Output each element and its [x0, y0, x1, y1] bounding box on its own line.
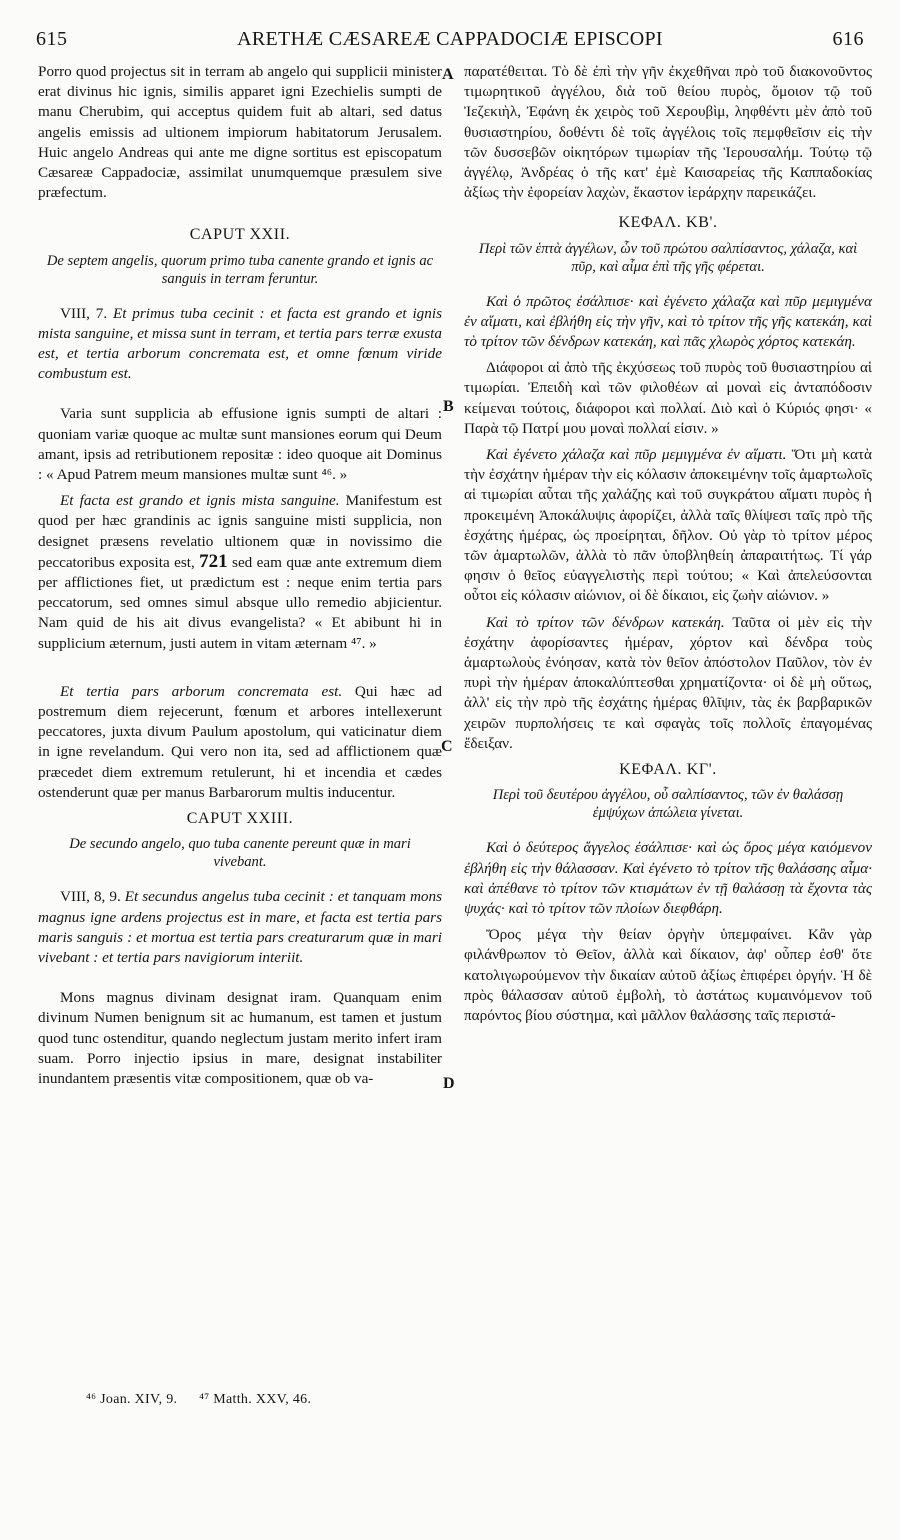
commentary-text: Manifestum est quod per hæc grandinis ac ignis sanguine misti supplicia, non designet præsens revelatio ultionem quæ in novissimo die peccatoribus exposita est,	[38, 492, 443, 571]
verse-quote: Et secundus angelus tuba cecinit : et tanquam mons magnus igne ardens projectus est in mare, et facta est tertia pars maris sanguis : et mortua est tertia pars creaturarum quæ in mari vivebant : et tertia pars navigiorum interiit.	[38, 888, 443, 966]
margin-letter-c: C	[441, 738, 453, 755]
commentary-text: Ὅτι μὴ κατὰ τὴν ἐσχάτην ἡμέραν τὴν εἰς κόλασιν ἀποκειμένην τοῖς ἁμαρτωλοῖς αἱ τιμωρίαι αὗται τῆς χαλάζης καὶ τοῦ συγκράτου αἵματι πυρὸς ἡ προκειμένη Ἀποκάλυψις ἀφορίζει, ἀλλὰ ταῖς θλίψεσι ταῖς πρὸ τῆς ἐσχάτης ἡμέρας, ὡς προείρηται, δῆλον. Οὐ γὰρ τὸ τρίτον μέρος τῶν ἁμαρτωλῶν, ἀλλὰ τὸ πᾶν ὑποβληθείη ἀπαραιτήτως. Τί γάρ φησιν ὁ θεῖος εὐαγγελιστὴς περὶ τούτου; « Καὶ ἀπελεύσονται οὗτοι εἰς κόλασιν αἰώνιον, οἱ δὲ δίκαιοι, εἰς ζωὴν αἰώνιον. »	[464, 446, 872, 605]
lemma: Καὶ ἐγένετο χάλαζα καὶ πῦρ μεμιγμένα ἐν αἵματι.	[486, 446, 787, 464]
chapter-heading: CAPUT XXIII.	[186, 810, 294, 828]
chapter-summary: Περὶ τῶν ἑπτὰ ἀγγέλων, ὧν τοῦ πρώτου σαλπίσαντος, χάλαζα, καὶ πῦρ, καὶ αἷμα ἐπὶ τῆς γῆς φέρεται.	[478, 240, 858, 275]
margin-letter-d: D	[443, 1075, 455, 1092]
chapter-summary: De secundo angelo, quo tuba canente pereunt quæ in mari vivebant.	[69, 836, 411, 871]
page-number-left: 615	[36, 28, 68, 50]
latin-paragraph: Varia sunt supplicia ab effusione ignis sumpti de altari : quoniam variæ quoque ac multæ sunt mansiones eorum qui Deum amant, ipsis ad retributionem repositæ : ideo quoque ait Dominus : « Apud Patrem meum mansiones multæ sunt ⁴⁶. »	[38, 405, 442, 484]
column-number: 721	[199, 550, 228, 572]
footnote: ⁴⁷ Matth. XXV, 46.	[199, 1392, 312, 1407]
spacer	[38, 660, 442, 682]
commentary-text: Ταῦτα οἱ μὲν εἰς τὴν ἐσχάτην ἀφορίσαντες ἡμέραν, χόρτον καὶ δένδρα τοὺς ἁμαρτωλοὺς ἐνόησαν, κατὰ τὸν θεῖον ἀπόστολον Παῦλον, τὸν ἐν πυρὶ τὴν ἡμέραν ἀποκαλύπτεσθαι χρηματίζοντα· οἱ δὲ μὴ οὕτως, ἀλλ' εἰς τὴν πρὸ τῆς ἐσχάτης ἡμέρας θλῖψιν, τὰς ἐκ βαρβαρικῶν χειρῶν πυρπολήσεις τε καὶ σφαγὰς τοῖς πολλοῖς ἐπαγομένας ἔδειξαν.	[464, 613, 872, 752]
spacer	[38, 974, 442, 988]
margin-letter-a: A	[442, 66, 454, 83]
commentary-text: sed eam quæ ante extremum diem per afflictiones fiet, ut prædictum est : neque enim tertia pars peccatorum, sed omnes simul absque ullo remedio abjicientur. Nam quid de his ait divus evangelista? « Et abibunt hi in supplicium æternum, justi autem in vitam æternam ⁴⁷. »	[38, 553, 442, 652]
greek-paragraph: παρατέθειται. Τὸ δὲ ἐπὶ τὴν γῆν ἐκχεθῆναι πρὸ τοῦ διακονοῦντος τιμωρητικοῦ ἀγγέλου, διὰ τοῦ θείου πυρὸς, ὅμοιον τῷ τοῦ Ἰεζεκιὴλ, Ἐφάνη ἐκ χειρὸς τοῦ Χερουβὶμ, ληφθέντι μὲν ἀπὸ τοῦ θυσιαστηρίου, δοθέντι δὲ τοῖς ἀγγέλοις τοῖς πεμφθεῖσιν εἰς τὴν τῶν δυσσεβῶν οἰκητόρων τιμωρίαν τῆς Ἱερουσαλήμ. Τούτῳ τῷ ἀγγέλῳ, Ἀνδρέας ὁ τῆς κατ' ἐμὲ Καισαρείας τῆς Καππαδοκίας ἀξίως τὴν ἐφορείαν λαχὼν, ἕκαστον ἱεράρχην παρεικάζει.	[464, 63, 872, 202]
verse-quote: Καὶ ὁ πρῶτος ἐσάλπισε· καὶ ἐγένετο χάλαζα καὶ πῦρ μεμιγμένα ἐν αἵματι, καὶ ἐβλήθη εἰς τὴν γῆν, καὶ τὸ τρίτον τῆς γῆς κατεκάη, καὶ τὸ τρίτον τῶν δένδρων κατεκάη, καὶ πᾶς χλωρὸς χόρτος κατεκάη.	[464, 292, 872, 351]
running-title: ARETHÆ CÆSAREÆ CAPPADOCIÆ EPISCOPI	[237, 28, 663, 50]
verse-reference: VIII, 7.	[60, 304, 108, 322]
margin-letter-b: B	[443, 398, 454, 415]
chapter-heading: CAPUT XXII.	[189, 226, 291, 244]
verse-text	[38, 887, 442, 968]
verse-text	[38, 304, 442, 385]
latin-column	[38, 62, 442, 1095]
latin-paragraph	[38, 491, 442, 654]
greek-paragraph: Ὄρος μέγα τὴν θείαν ὀργὴν ὑπεμφαίνει. Κἂν γὰρ φιλάνθρωπον τὸ Θεῖον, ἀλλὰ καὶ δίκαιον, ἀφ' οὗπερ ἐσθ' ὅτε κατολιγωρούμενον τὴν δικαίαν αὐτοῦ ἀξίως ἐπιφέρει ὀργήν. Ἡ δὲ πρὸς θάλασσαν αὐτοῦ ἐμβολὴ, τὸ ἀστάτως κυμαινόμενον τοῦ παρόντος βίου σύστημα, καὶ μᾶλλον θαλάσσης ταῖς περιστά-	[464, 926, 872, 1024]
latin-paragraph: Porro quod projectus sit in terram ab angelo qui supplicii minister erat divinus hic ignis, similis apparet igni Ezechielis sumpti de manu Cherubim, qui acceptus quidem fuit ab altari, sed datus angelis emissis ad ultionem impiorum habitatorum Jerusalem. Huic angelo Andreas qui ante me digne sortitus est episcopatum Cæsareæ Cappadociæ, assimilat unumquemque præsulem sive præfectum.	[38, 63, 442, 202]
greek-column	[464, 62, 872, 1032]
chapter-summary: Περὶ τοῦ δευτέρου ἀγγέλου, οὗ σαλπίσαντος, τῶν ἐν θαλάσσῃ ἐμψύχων ἀπώλεια γίνεται.	[492, 787, 844, 822]
lemma: Et facta est grando et ignis mista sanguine.	[60, 492, 340, 510]
chapter-summary: De septem angelis, quorum primo tuba canente grando et ignis ac sanguis in terram feruntur.	[46, 252, 434, 287]
verse-quote: Et primus tuba cecinit : et facta est grando et ignis mista sanguine, et missa sunt in terram, et tertia pars terræ exusta est, et tertia arborum concremata est, et omne fœnum viride combustum est.	[38, 304, 443, 383]
page-number-right: 616	[832, 28, 864, 50]
latin-paragraph	[38, 682, 442, 803]
footnotes	[86, 1392, 329, 1408]
greek-paragraph	[464, 613, 872, 754]
greek-paragraph: Διάφοροι αἱ ἀπὸ τῆς ἐκχύσεως τοῦ πυρὸς τοῦ θυσιαστηρίου αἱ τιμωρίαι. Ἐπειδὴ καὶ τῶν φιλοθέων αἱ μοναὶ εἰς ἀνταπόδοσιν κείμεναι τούτοις, διάφοροι καὶ πολλαί. Διὸ καὶ ὁ Κύριός φησι· « Παρὰ τῷ Πατρί μου μοναὶ πολλαί εἰσιν. »	[464, 359, 872, 437]
verse-quote: Καὶ ὁ δεύτερος ἄγγελος ἐσάλπισε· καὶ ὡς ὄρος μέγα καιόμενον ἐβλήθη εἰς τὴν θάλασσαν. Καὶ ἐγένετο τὸ τρίτον τῆς θαλάσσης αἷμα· καὶ ἀπέθανε τὸ τρίτον τῶν κτισμάτων ἐν τῇ θαλάσσῃ τὰ ἔχοντα τὰς ψυχάς· καὶ τὸ τρίτον τῶν πλοίων διεφθάρη.	[464, 839, 872, 917]
chapter-heading: ΚΕΦΑΛ. ΚΓ'.	[619, 761, 717, 779]
lemma: Καὶ τὸ τρίτον τῶν δένδρων κατεκάη.	[486, 613, 725, 631]
running-header	[36, 28, 864, 58]
footnote: ⁴⁶ Joan. XIV, 9.	[86, 1392, 178, 1407]
chapter-heading: ΚΕΦΑΛ. ΚΒ'.	[618, 214, 718, 232]
commentary-text: Qui hæc ad postremum diem rejecerunt, fœnum et arbores intellexerunt peccatores, juxta divum Paulum apostolum, qui vaticinatur diem in igne revelandum. Qui vero non ita, sed ad afflictionem quæ præcedet diem extremum retulerunt, hi et incendia et cædes ostenderunt quæ per manus Barbarorum multis inducentur.	[38, 682, 443, 801]
lemma: Et tertia pars arborum concremata est.	[60, 682, 343, 700]
verse-reference: VIII, 8, 9.	[60, 888, 121, 906]
latin-paragraph: Mons magnus divinam designat iram. Quanquam enim divinum Numen benignum sit ac humanum, est tamen et justum quod tunc ostenditur, quando neglectum justam merito infert iram suam. Porro injectio ipsius in mare, designat instabiliter inundantem præsentis vitæ compositionem, quæ ob va-	[38, 989, 442, 1087]
spacer	[38, 390, 442, 404]
greek-paragraph	[464, 445, 872, 607]
